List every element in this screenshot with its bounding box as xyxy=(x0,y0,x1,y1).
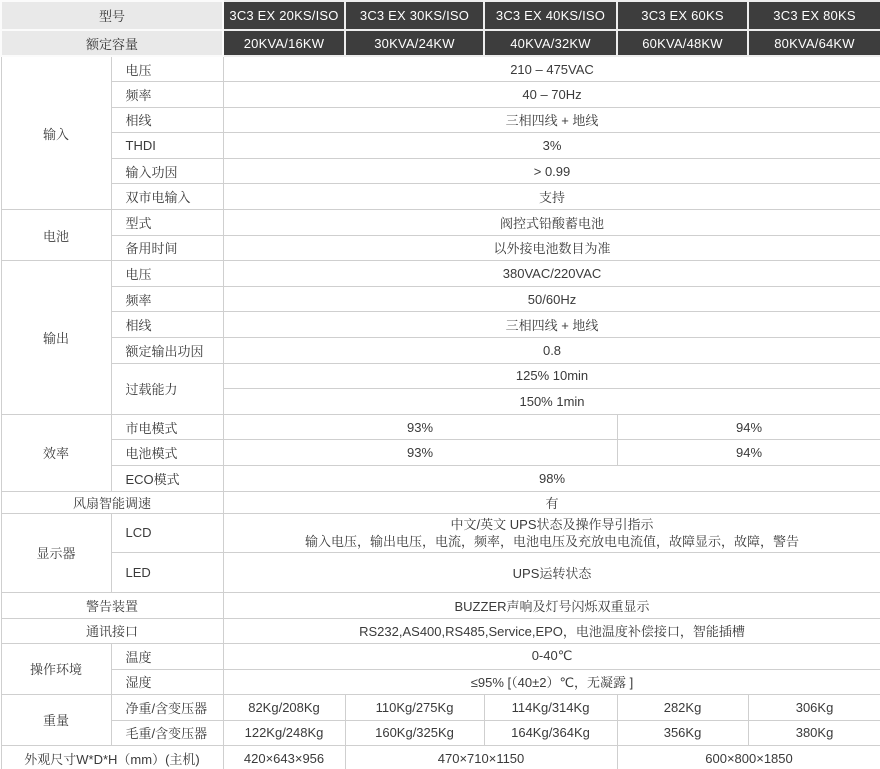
environment-row-temperature xyxy=(1,643,880,669)
spec-label: 频率 xyxy=(111,82,223,108)
capacity-cell: 30KVA/24KW xyxy=(345,30,484,56)
input-row-frequency xyxy=(1,82,880,108)
spec-label: 净重/含变压器 xyxy=(111,694,223,720)
spec-value: 93% xyxy=(223,414,617,440)
spec-value: 支持 xyxy=(223,184,880,210)
alarm-row xyxy=(1,592,880,618)
section-label-efficiency: 效率 xyxy=(1,414,111,491)
weight-cell: 114Kg/314Kg xyxy=(484,694,617,720)
spec-value: RS232,AS400,RS485,Service,EPO，电池温度补偿接口，智能插槽 xyxy=(223,618,880,643)
display-row-led xyxy=(1,552,880,592)
spec-value: 三相四线 + 地线 xyxy=(223,312,880,338)
spec-label: 毛重/含变压器 xyxy=(111,720,223,745)
section-label-environment: 操作环境 xyxy=(1,643,111,694)
weight-cell: 282Kg xyxy=(617,694,748,720)
dimension-cell: 600×800×1850 xyxy=(617,745,880,769)
spec-value: 210 – 475VAC xyxy=(223,56,880,82)
row-label-alarm: 警告装置 xyxy=(1,592,223,618)
spec-value: 三相四线 + 地线 xyxy=(223,107,880,133)
spec-value: BUZZER声响及灯号闪烁双重显示 xyxy=(223,592,880,618)
spec-value: 50/60Hz xyxy=(223,286,880,312)
spec-value: 150% 1min xyxy=(223,389,880,415)
spec-value: 0.8 xyxy=(223,338,880,364)
weight-cell: 122Kg/248Kg xyxy=(223,720,345,745)
capacity-cell: 60KVA/48KW xyxy=(617,30,748,56)
spec-value: UPS运转状态 xyxy=(223,552,880,592)
spec-value: 0-40℃ xyxy=(223,643,880,669)
spec-label: 湿度 xyxy=(111,669,223,694)
weight-cell: 356Kg xyxy=(617,720,748,745)
model-cell: 3C3 EX 80KS xyxy=(748,1,880,30)
spec-label: LCD xyxy=(111,513,223,552)
spec-value: 98% xyxy=(223,466,880,492)
model-header-row xyxy=(1,1,880,30)
output-row-phase xyxy=(1,312,880,338)
spec-value: 94% xyxy=(617,440,880,466)
model-cell: 3C3 EX 20KS/ISO xyxy=(223,1,345,30)
display-row-lcd xyxy=(1,513,880,552)
lcd-description-line1: 中文/英文 UPS状态及操作导引指示 xyxy=(450,516,654,532)
spec-label: 电压 xyxy=(111,56,223,82)
spec-value: ≤95% [（40±2）℃，无凝露 ] xyxy=(223,669,880,694)
capacity-header-row xyxy=(1,30,880,56)
battery-row-type xyxy=(1,210,880,236)
spec-label: 相线 xyxy=(111,312,223,338)
dimension-cell: 420×643×956 xyxy=(223,745,345,769)
model-cell: 3C3 EX 40KS/ISO xyxy=(484,1,617,30)
fan-speed-row xyxy=(1,491,880,513)
capacity-cell: 80KVA/64KW xyxy=(748,30,880,56)
efficiency-row-eco xyxy=(1,466,880,492)
weight-row-gross xyxy=(1,720,880,745)
efficiency-row-mains xyxy=(1,414,880,440)
spec-label: 双市电输入 xyxy=(111,184,223,210)
battery-row-backup-time xyxy=(1,235,880,261)
spec-label: 型式 xyxy=(111,210,223,236)
capacity-cell: 20KVA/16KW xyxy=(223,30,345,56)
spec-value: 有 xyxy=(223,491,880,513)
model-row-label: 型号 xyxy=(1,1,223,30)
weight-cell: 160Kg/325Kg xyxy=(345,720,484,745)
section-label-weight: 重量 xyxy=(1,694,111,745)
output-row-output-pf xyxy=(1,338,880,364)
spec-value: 阀控式铅酸蓄电池 xyxy=(223,210,880,236)
weight-cell: 306Kg xyxy=(748,694,880,720)
row-label-dimensions: 外观尺寸W*D*H（mm）(主机) xyxy=(1,745,223,769)
section-label-input: 输入 xyxy=(1,56,111,210)
spec-value: 125% 10min xyxy=(223,363,880,389)
input-row-phase xyxy=(1,107,880,133)
weight-cell: 110Kg/275Kg xyxy=(345,694,484,720)
weight-cell: 82Kg/208Kg xyxy=(223,694,345,720)
weight-row-net xyxy=(1,694,880,720)
spec-value: 380VAC/220VAC xyxy=(223,261,880,287)
model-cell: 3C3 EX 60KS xyxy=(617,1,748,30)
row-label-comm: 通讯接口 xyxy=(1,618,223,643)
output-row-frequency xyxy=(1,286,880,312)
input-row-power-factor xyxy=(1,158,880,184)
lcd-description-line2: 输入电压，输出电压，电流，频率，电池电压及充放电电流值，故障显示，故障，警告 xyxy=(305,533,800,549)
spec-value: 40 – 70Hz xyxy=(223,82,880,108)
environment-row-humidity xyxy=(1,669,880,694)
input-row-voltage xyxy=(1,56,880,82)
spec-value: > 0.99 xyxy=(223,158,880,184)
spec-label: 电池模式 xyxy=(111,440,223,466)
spec-label: 备用时间 xyxy=(111,235,223,261)
spec-label: 过载能力 xyxy=(111,363,223,414)
input-row-thdi xyxy=(1,133,880,159)
spec-label: LED xyxy=(111,552,223,592)
spec-value: 3% xyxy=(223,133,880,159)
dimension-cell: 470×710×1150 xyxy=(345,745,617,769)
input-row-dual-mains xyxy=(1,184,880,210)
weight-cell: 380Kg xyxy=(748,720,880,745)
spec-value: 93% xyxy=(223,440,617,466)
spec-label: 频率 xyxy=(111,286,223,312)
spec-label: 温度 xyxy=(111,643,223,669)
spec-label: 输入功因 xyxy=(111,158,223,184)
spec-value: 以外接电池数目为准 xyxy=(223,235,880,261)
lcd-description xyxy=(223,513,880,552)
spec-label: THDI xyxy=(111,133,223,159)
spec-label: 市电模式 xyxy=(111,414,223,440)
output-row-overload-1 xyxy=(1,363,880,389)
section-label-display: 显示器 xyxy=(1,513,111,592)
model-cell: 3C3 EX 30KS/ISO xyxy=(345,1,484,30)
section-label-output: 输出 xyxy=(1,261,111,415)
dimensions-row xyxy=(1,745,880,769)
output-row-voltage xyxy=(1,261,880,287)
spec-label: 电压 xyxy=(111,261,223,287)
spec-label: 额定输出功因 xyxy=(111,338,223,364)
spec-label: 相线 xyxy=(111,107,223,133)
capacity-cell: 40KVA/32KW xyxy=(484,30,617,56)
spec-value: 94% xyxy=(617,414,880,440)
spec-label: ECO模式 xyxy=(111,466,223,492)
comm-row xyxy=(1,618,880,643)
row-label-fan: 风扇智能调速 xyxy=(1,491,223,513)
weight-cell: 164Kg/364Kg xyxy=(484,720,617,745)
efficiency-row-battery xyxy=(1,440,880,466)
section-label-battery: 电池 xyxy=(1,210,111,261)
capacity-row-label: 额定容量 xyxy=(1,30,223,56)
